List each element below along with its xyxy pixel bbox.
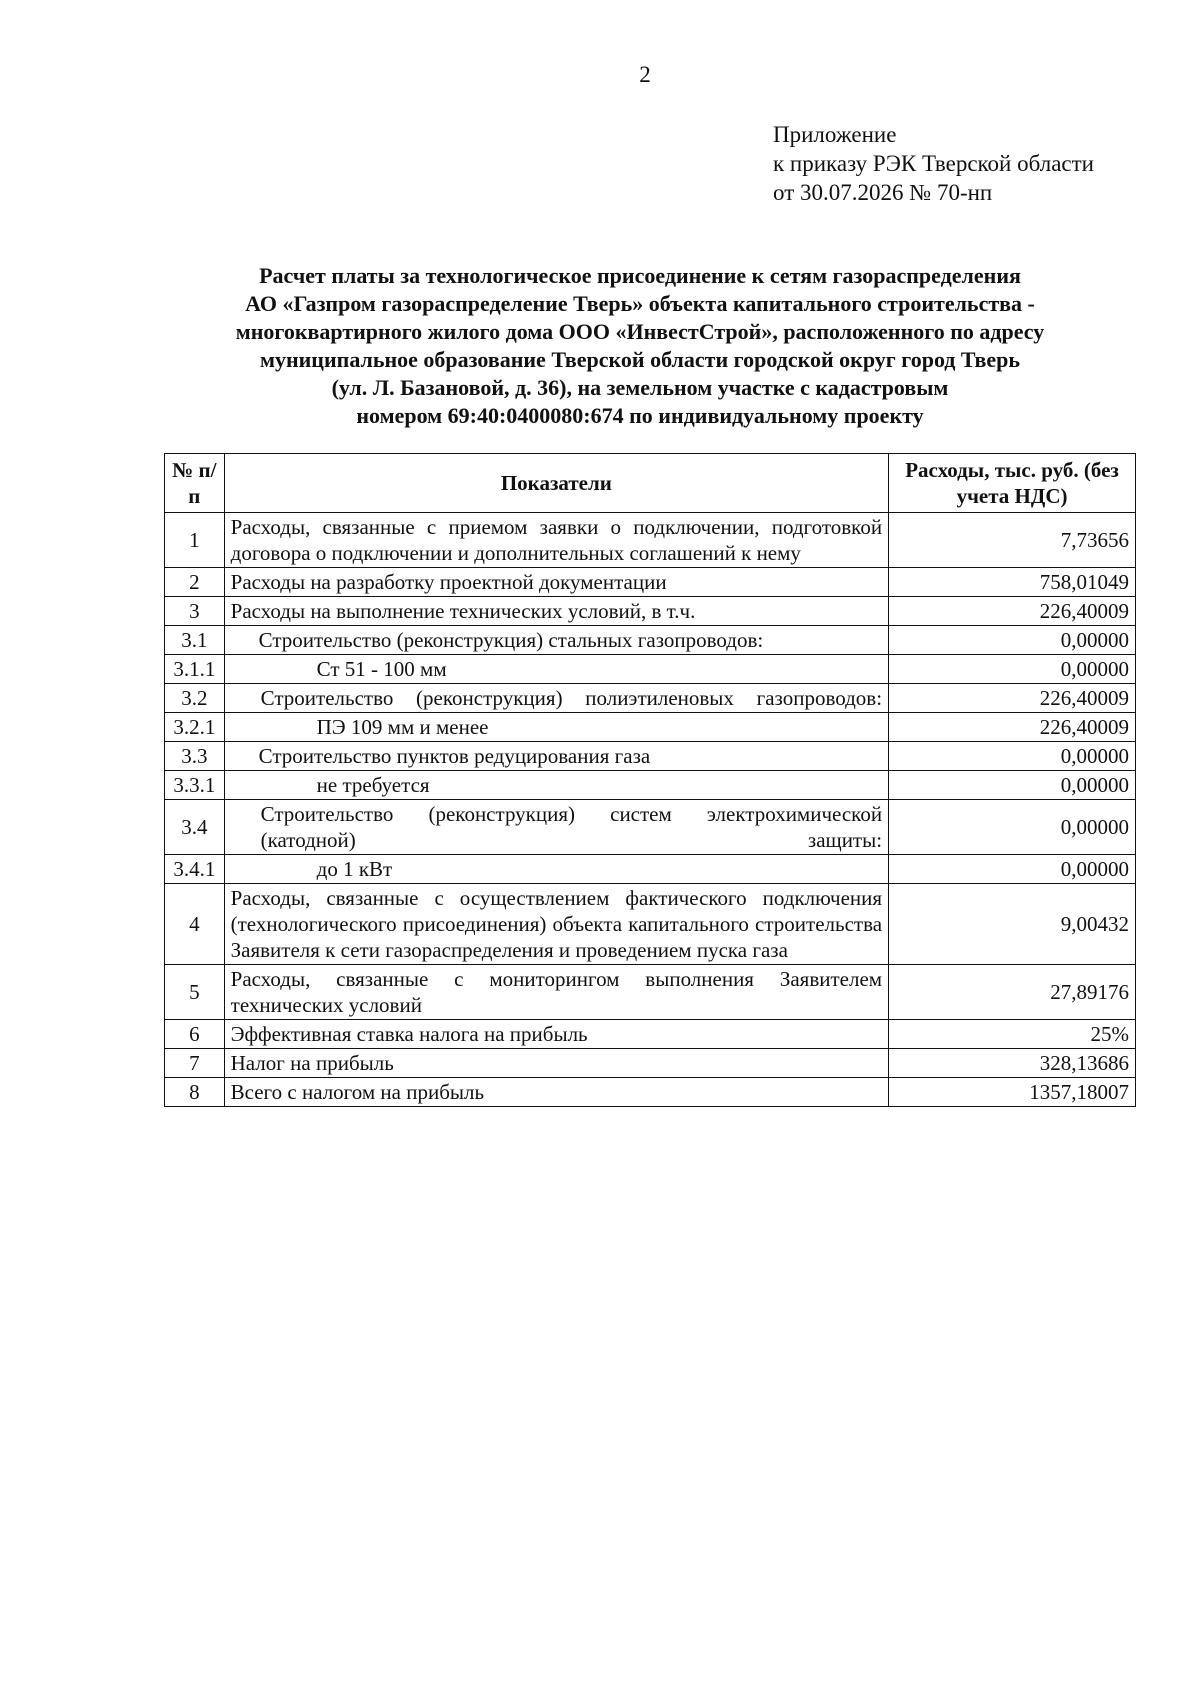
title-line: Расчет платы за технологическое присоединение к сетям газораспределения bbox=[259, 263, 1021, 288]
row-number: 3.3.1 bbox=[165, 771, 225, 800]
table-row bbox=[165, 771, 1136, 800]
row-number: 3.2.1 bbox=[165, 713, 225, 742]
row-value: 226,40009 bbox=[889, 713, 1136, 742]
row-indicator: ПЭ 109 мм и менее bbox=[224, 713, 888, 742]
row-indicator: Строительство пунктов редуцирования газа bbox=[224, 742, 888, 771]
table-row bbox=[165, 684, 1136, 713]
row-indicator: Налог на прибыль bbox=[224, 1049, 888, 1078]
row-number: 3.3 bbox=[165, 742, 225, 771]
row-indicator: Эффективная ставка налога на прибыль bbox=[224, 1020, 888, 1049]
header-indicator: Показатели bbox=[224, 454, 888, 513]
row-number: 3.2 bbox=[165, 684, 225, 713]
table-row bbox=[165, 965, 1136, 1020]
row-indicator: Строительство (реконструкция) полиэтиленовых газопроводов: bbox=[224, 684, 888, 713]
row-value: 0,00000 bbox=[889, 655, 1136, 684]
row-number: 7 bbox=[165, 1049, 225, 1078]
row-indicator: не требуется bbox=[224, 771, 888, 800]
row-number: 6 bbox=[165, 1020, 225, 1049]
row-number: 3.1 bbox=[165, 626, 225, 655]
row-value: 0,00000 bbox=[889, 626, 1136, 655]
row-indicator: Всего с налогом на прибыль bbox=[224, 1078, 888, 1107]
table-row bbox=[165, 742, 1136, 771]
header-number: № п/п bbox=[165, 454, 225, 513]
document-title bbox=[140, 262, 1140, 430]
row-number: 5 bbox=[165, 965, 225, 1020]
row-value: 1357,18007 bbox=[889, 1078, 1136, 1107]
row-value: 9,00432 bbox=[889, 884, 1136, 965]
row-value: 27,89176 bbox=[889, 965, 1136, 1020]
row-indicator: Расходы на выполнение технических условий, в т.ч. bbox=[224, 597, 888, 626]
appendix-block bbox=[773, 120, 1094, 207]
table-row bbox=[165, 713, 1136, 742]
row-number: 1 bbox=[165, 513, 225, 568]
row-indicator: Строительство (реконструкция) стальных газопроводов: bbox=[224, 626, 888, 655]
row-indicator: Ст 51 - 100 мм bbox=[224, 655, 888, 684]
page-number: 2 bbox=[639, 62, 651, 87]
table-row bbox=[165, 626, 1136, 655]
row-number: 3.4 bbox=[165, 800, 225, 855]
table-row bbox=[165, 855, 1136, 884]
title-line: муниципальное образование Тверской области городской округ город Тверь bbox=[259, 347, 1021, 372]
title-line: (ул. Л. Базановой, д. 36), на земельном участке с кадастровым bbox=[331, 375, 949, 400]
row-indicator: Расходы, связанные с осуществлением фактического подключения (технологического присоединения) объекта капитального строительства Заявителя к сети газораспределения и проведением пуска газа bbox=[224, 884, 888, 965]
appendix-line: от 30.07.2026 № 70-нп bbox=[773, 180, 993, 205]
table-row bbox=[165, 513, 1136, 568]
row-indicator: Расходы на разработку проектной документации bbox=[224, 568, 888, 597]
row-value: 0,00000 bbox=[889, 771, 1136, 800]
table-row bbox=[165, 597, 1136, 626]
table-row bbox=[165, 1049, 1136, 1078]
row-value: 0,00000 bbox=[889, 800, 1136, 855]
row-value: 758,01049 bbox=[889, 568, 1136, 597]
table-row bbox=[165, 800, 1136, 855]
header-value: Расходы, тыс. руб. (без учета НДС) bbox=[889, 454, 1136, 513]
row-number: 3.1.1 bbox=[165, 655, 225, 684]
row-value: 0,00000 bbox=[889, 742, 1136, 771]
table-row bbox=[165, 655, 1136, 684]
title-line: АО «Газпром газораспределение Тверь» объекта капитального строительства - bbox=[245, 291, 1035, 316]
row-number: 2 bbox=[165, 568, 225, 597]
row-value: 25% bbox=[889, 1020, 1136, 1049]
appendix-line: к приказу РЭК Тверской области bbox=[773, 151, 1094, 176]
table-row bbox=[165, 568, 1136, 597]
row-indicator: Расходы, связанные с мониторингом выполнения Заявителем технических условий bbox=[224, 965, 888, 1020]
title-line: номером 69:40:0400080:674 по индивидуальному проекту bbox=[356, 403, 924, 428]
row-value: 226,40009 bbox=[889, 684, 1136, 713]
table-row bbox=[165, 1020, 1136, 1049]
row-value: 7,73656 bbox=[889, 513, 1136, 568]
row-value: 328,13686 bbox=[889, 1049, 1136, 1078]
row-number: 3.4.1 bbox=[165, 855, 225, 884]
table-row bbox=[165, 1078, 1136, 1107]
row-value: 226,40009 bbox=[889, 597, 1136, 626]
row-indicator: Расходы, связанные с приемом заявки о подключении, подготовкой договора о подключении и дополнительных соглашений к нему bbox=[224, 513, 888, 568]
row-indicator: до 1 кВт bbox=[224, 855, 888, 884]
table-row bbox=[165, 884, 1136, 965]
row-number: 3 bbox=[165, 597, 225, 626]
row-number: 8 bbox=[165, 1078, 225, 1107]
cost-table bbox=[164, 453, 1136, 1107]
appendix-line: Приложение bbox=[773, 122, 897, 147]
table-header-row bbox=[165, 454, 1136, 513]
row-number: 4 bbox=[165, 884, 225, 965]
title-line: многоквартирного жилого дома ООО «ИнвестСтрой», расположенного по адресу bbox=[235, 319, 1045, 344]
row-value: 0,00000 bbox=[889, 855, 1136, 884]
row-indicator: Строительство (реконструкция) систем электрохимической (катодной) защиты: bbox=[224, 800, 888, 855]
